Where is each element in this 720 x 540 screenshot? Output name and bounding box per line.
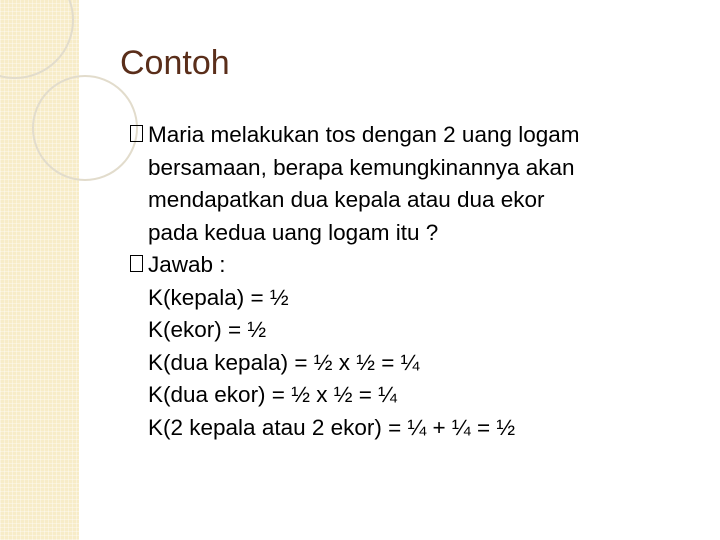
answer-heading: Jawab :	[148, 252, 226, 277]
bullet-square-icon	[130, 125, 143, 142]
answer-line: K(dua kepala) = ½ x ½ = ¼	[148, 349, 420, 375]
question-line: mendapatkan dua kepala atau dua ekor	[148, 187, 545, 212]
answer-line: K(2 kepala atau 2 ekor) = ¼ + ¼ = ½	[148, 414, 516, 440]
answer-line: K(kepala) = ½	[148, 284, 289, 310]
answer-line: K(ekor) = ½	[148, 317, 267, 342]
answer-line: K(dua ekor) = ½ x ½ = ¼	[148, 382, 397, 407]
question-bullet	[130, 119, 710, 249]
question-line: Maria melakukan tos dengan 2 uang logam	[148, 122, 580, 147]
bullet-square-icon	[130, 255, 143, 272]
decorative-side-panel	[0, 0, 79, 540]
question-line: bersamaan, berapa kemungkinannya akan	[148, 154, 575, 180]
question-line: pada kedua uang logam itu ?	[148, 219, 439, 245]
slide-content	[130, 119, 710, 444]
answer-bullet	[130, 249, 710, 282]
slide-title: Contoh	[120, 44, 230, 82]
